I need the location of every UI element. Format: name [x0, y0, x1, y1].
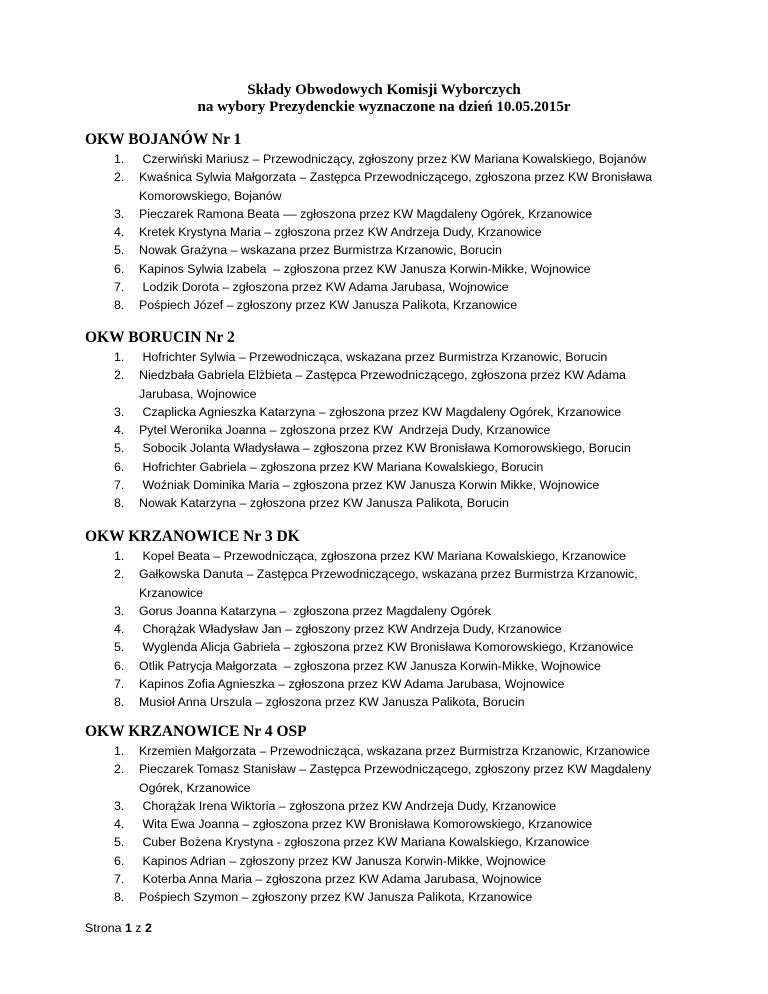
item-number: 7. [114, 677, 125, 692]
member-list [85, 150, 735, 315]
member-list-item [85, 638, 735, 656]
member-list-item [85, 150, 735, 168]
item-text: Nowak Grażyna – wskazana przez Burmistrza Krzanowic, Borucin [139, 243, 502, 258]
section-heading: OKW BORUCIN Nr 2 [85, 329, 235, 346]
member-list-item [85, 458, 735, 476]
item-text: Chorążak Władysław Jan – zgłoszony przez KW Andrzeja Dudy, Krzanowice [139, 622, 562, 637]
current-page-number: 1 [124, 921, 132, 935]
item-number: 8. [114, 695, 125, 710]
item-text: Nowak Katarzyna – zgłoszona przez KW Janusza Palikota, Borucin [139, 496, 509, 511]
item-number: 6. [114, 853, 125, 868]
item-text: Otlik Patrycja Małgorzata – zgłoszona przez KW Janusza Korwin-Mikke, Wojnowice [139, 658, 601, 673]
member-list-item [85, 421, 735, 439]
member-list-item [85, 205, 735, 223]
member-list-item [85, 565, 735, 602]
item-number: 7. [114, 872, 125, 887]
item-number: 4. [114, 817, 125, 832]
item-text: Pośpiech Józef – zgłoszony przez KW Janusza Palikota, Krzanowice [139, 298, 518, 313]
item-number: 8. [114, 496, 125, 511]
item-text: Pośpiech Szymon – zgłoszony przez KW Janusza Palikota, Krzanowice [139, 890, 533, 905]
item-text: Cuber Bożena Krystyna - zgłoszona przez KW Mariana Kowalskiego, Krzanowice [139, 835, 590, 850]
item-number: 1. [114, 152, 125, 166]
member-list-item [85, 439, 735, 457]
item-text: Hofrichter Gabriela – zgłoszona przez KW Mariana Kowalskiego, Borucin [139, 459, 544, 474]
item-text: Kwaśnica Sylwia Małgorzata – Zastępca Przewodniczącego, zgłoszona przez KW Bronisława Komorowskiego, Bojanów [139, 170, 653, 203]
document-subtitle: na wybory Prezydenckie wyznaczone na dzień 10.05.2015r [197, 99, 571, 115]
item-number: 5. [114, 640, 125, 655]
item-text: Kapinos Zofia Agnieszka – zgłoszona przez KW Adama Jarubasa, Wojnowice [139, 677, 565, 692]
total-page-count: 2 [144, 921, 152, 935]
item-text: Pytel Weronika Joanna – zgłoszona przez KW Andrzeja Dudy, Krzanowice [139, 423, 551, 438]
member-list-item [85, 888, 735, 906]
item-number: 3. [114, 206, 125, 221]
item-text: Czaplicka Agnieszka Katarzyna – zgłoszona przez KW Magdaleny Ogórek, Krzanowice [139, 404, 622, 419]
item-number: 4. [114, 622, 125, 637]
item-number: 6. [114, 658, 125, 673]
member-list-item [85, 547, 735, 565]
document-title: Składy Obwodowych Komisji Wyborczych [247, 82, 521, 98]
section-okw-krzanowice-4 [85, 722, 735, 907]
item-number: 3. [114, 603, 125, 618]
item-text: Wita Ewa Joanna – zgłoszona przez KW Bronisława Komorowskiego, Krzanowice [139, 817, 593, 832]
member-list-item [85, 260, 735, 278]
item-text: Czerwiński Mariusz – Przewodniczący, zgłoszony przez KW Mariana Kowalskiego, Bojanów [139, 152, 647, 166]
member-list-item [85, 675, 735, 693]
member-list-item [85, 870, 735, 888]
section-okw-borucin [85, 328, 735, 513]
footer-prefix: Strona [85, 921, 125, 935]
item-text: Koterba Anna Maria – zgłoszona przez KW Adama Jarubasa, Wojnowice [139, 872, 542, 887]
item-number: 4. [114, 423, 125, 438]
item-number: 8. [114, 890, 125, 905]
item-number: 2. [114, 368, 125, 383]
item-number: 6. [114, 459, 125, 474]
member-list-item [85, 760, 735, 797]
member-list-item [85, 348, 735, 366]
item-text: Kretek Krystyna Maria – zgłoszona przez KW Andrzeja Dudy, Krzanowice [139, 225, 542, 240]
item-number: 4. [114, 225, 125, 240]
item-number: 5. [114, 243, 125, 258]
item-number: 2. [114, 762, 125, 777]
member-list-item [85, 797, 735, 815]
section-okw-bojanow [85, 130, 735, 315]
item-text: Kapinos Sylwia Izabela – zgłoszona przez KW Janusza Korwin-Mikke, Wojnowice [139, 261, 591, 276]
item-text: Pieczarek Tomasz Stanisław – Zastępca Przewodniczącego, zgłoszony przez KW Magdaleny Ogórek, Krzanowice [139, 762, 652, 795]
item-text: Gorus Joanna Katarzyna – zgłoszona przez Magdaleny Ogórek [139, 603, 491, 618]
member-list-item [85, 168, 735, 205]
item-number: 3. [114, 404, 125, 419]
item-number: 1. [114, 350, 125, 364]
member-list-item [85, 742, 735, 760]
item-text: Lodzik Dorota – zgłoszona przez KW Adama Jarubasa, Wojnowice [139, 280, 509, 295]
item-number: 8. [114, 298, 125, 313]
item-text: Musioł Anna Urszula – zgłoszona przez KW Janusza Palikota, Borucin [139, 695, 525, 710]
item-text: Kapinos Adrian – zgłoszony przez KW Janusza Korwin-Mikke, Wojnowice [139, 853, 546, 868]
item-text: Chorążak Irena Wiktoria – zgłoszona przez KW Andrzeja Dudy, Krzanowice [139, 798, 557, 813]
member-list-item [85, 602, 735, 620]
item-number: 3. [114, 798, 125, 813]
item-number: 2. [114, 567, 125, 582]
item-text: Gałkowska Danuta – Zastępca Przewodniczącego, wskazana przez Burmistrza Krzanowic, Krzanowice [139, 567, 638, 600]
member-list-item [85, 815, 735, 833]
item-number: 6. [114, 261, 125, 276]
member-list-item [85, 494, 735, 512]
member-list-item [85, 241, 735, 259]
item-number: 7. [114, 478, 125, 493]
member-list-item [85, 366, 735, 403]
member-list-item [85, 476, 735, 494]
item-number: 1. [114, 549, 125, 563]
member-list-item [85, 833, 735, 851]
item-text: Woźniak Dominika Maria – zgłoszona przez KW Janusza Korwin Mikke, Wojnowice [139, 478, 600, 493]
member-list-item [85, 693, 735, 711]
page-footer [85, 920, 152, 936]
member-list [85, 547, 735, 712]
item-text: Niedzbała Gabriela Elżbieta – Zastępca Przewodniczącego, zgłoszona przez KW Adama Jarubasa, Wojnowice [139, 368, 626, 401]
member-list-item [85, 278, 735, 296]
section-heading: OKW KRZANOWICE Nr 4 OSP [85, 723, 307, 740]
member-list-item [85, 223, 735, 241]
item-text: Wyglenda Alicja Gabriela – zgłoszona przez KW Bronisława Komorowskiego, Krzanowice [139, 640, 634, 655]
item-number: 7. [114, 280, 125, 295]
item-number: 5. [114, 835, 125, 850]
item-text: Pieczarek Ramona Beata –– zgłoszona przez KW Magdaleny Ogórek, Krzanowice [139, 206, 593, 221]
section-heading: OKW KRZANOWICE Nr 3 DK [85, 528, 300, 545]
section-heading: OKW BOJANÓW Nr 1 [85, 131, 242, 148]
item-text: Kopel Beata – Przewodnicząca, zgłoszona przez KW Mariana Kowalskiego, Krzanowice [139, 549, 626, 563]
item-text: Hofrichter Sylwia – Przewodnicząca, wskazana przez Burmistrza Krzanowic, Borucin [139, 350, 608, 364]
footer-separator: z [131, 921, 145, 935]
member-list-item [85, 620, 735, 638]
member-list-item [85, 296, 735, 314]
member-list-item [85, 657, 735, 675]
section-okw-krzanowice-3 [85, 527, 735, 712]
member-list-item [85, 403, 735, 421]
member-list-item [85, 852, 735, 870]
item-text: Krzemien Małgorzata – Przewodnicząca, wskazana przez Burmistrza Krzanowic, Krzanowice [139, 744, 650, 758]
item-text: Sobocik Jolanta Władysława – zgłoszona przez KW Bronisława Komorowskiego, Borucin [139, 441, 631, 456]
member-list [85, 742, 735, 907]
item-number: 2. [114, 170, 125, 185]
member-list [85, 348, 735, 513]
item-number: 1. [114, 744, 125, 758]
item-number: 5. [114, 441, 125, 456]
